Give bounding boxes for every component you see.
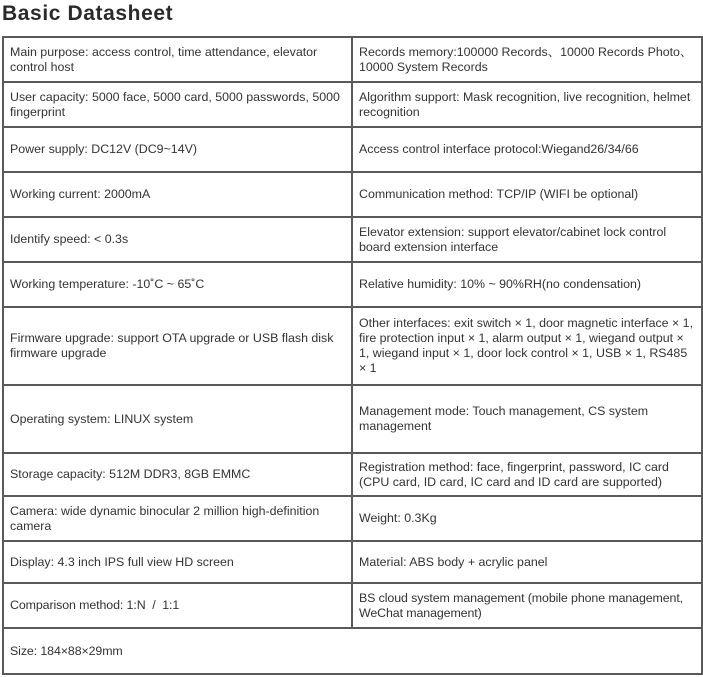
table-row [3,127,702,172]
table-row [3,37,702,82]
spec-registration-method: Registration method: face, fingerprint, password, IC card (CPU card, ID card, IC card and ID card are supported) [352,453,702,496]
table-row [3,583,702,628]
spec-bs-cloud-management: BS cloud system management (mobile phone management, WeChat management) [352,583,702,628]
spec-firmware-upgrade: Firmware upgrade: support OTA upgrade or USB flash disk firmware upgrade [3,307,352,385]
table-row [3,217,702,262]
spec-working-current: Working current: 2000mA [3,172,352,217]
table-row [3,453,702,496]
page-title: Basic Datasheet [2,2,174,25]
spec-relative-humidity: Relative humidity: 10% ~ 90%RH(no condensation) [352,262,702,307]
spec-records-memory: Records memory:100000 Records、10000 Records Photo、10000 System Records [352,37,702,82]
spec-working-temperature: Working temperature: -10˚C ~ 65˚C [3,262,352,307]
datasheet-table [2,36,703,675]
spec-algorithm-support: Algorithm support: Mask recognition, live recognition, helmet recognition [352,82,702,127]
spec-material: Material: ABS body + acrylic panel [352,541,702,583]
spec-size: Size: 184×88×29mm [3,628,702,674]
spec-camera: Camera: wide dynamic binocular 2 million high-definition camera [3,496,352,541]
spec-identify-speed: Identify speed: < 0.3s [3,217,352,262]
spec-main-purpose: Main purpose: access control, time attendance, elevator control host [3,37,352,82]
spec-elevator-extension: Elevator extension: support elevator/cabinet lock control board extension interface [352,217,702,262]
spec-weight: Weight: 0.3Kg [352,496,702,541]
table-row [3,496,702,541]
table-row [3,385,702,453]
spec-display: Display: 4.3 inch IPS full view HD screen [3,541,352,583]
table-row [3,262,702,307]
spec-other-interfaces: Other interfaces: exit switch × 1, door magnetic interface × 1, fire protection input × 1, alarm output × 1, wiegand output × 1, wiegand input × 1, door lock control × 1, USB × 1, RS485 × 1 [352,307,702,385]
table-row [3,307,702,385]
table-row [3,172,702,217]
table-row [3,628,702,674]
spec-user-capacity: User capacity: 5000 face, 5000 card, 5000 passwords, 5000 fingerprint [3,82,352,127]
spec-comparison-method: Comparison method: 1:N / 1:1 [3,583,352,628]
spec-power-supply: Power supply: DC12V (DC9~14V) [3,127,352,172]
table-row [3,82,702,127]
spec-storage-capacity: Storage capacity: 512M DDR3, 8GB EMMC [3,453,352,496]
table-row [3,541,702,583]
spec-management-mode: Management mode: Touch management, CS system management [352,385,702,453]
spec-communication-method: Communication method: TCP/IP (WIFI be optional) [352,172,702,217]
spec-interface-protocol: Access control interface protocol:Wiegand26/34/66 [352,127,702,172]
spec-operating-system: Operating system: LINUX system [3,385,352,453]
